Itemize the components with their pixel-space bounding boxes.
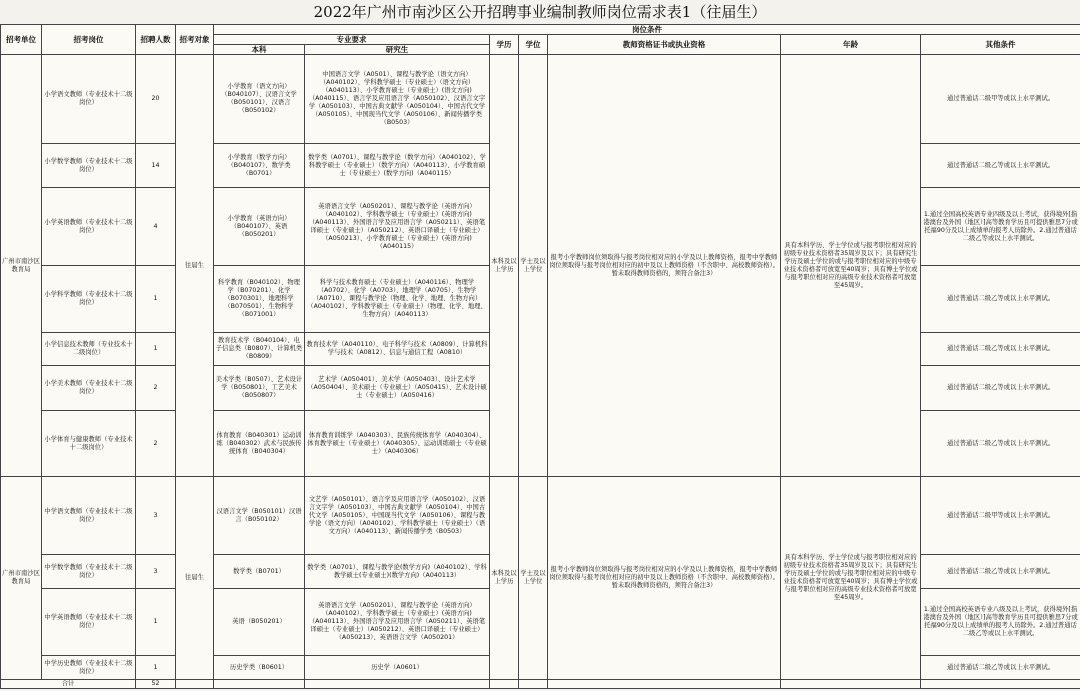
page-title: 2022年广州市南沙区公开招聘事业编制教师岗位需求表1（往届生）	[313, 3, 767, 21]
total-empty-cell	[176, 680, 214, 689]
undergrad-major-cell: 汉语言文学（B050101）汉语言（B050102）	[214, 477, 305, 555]
total-empty-cell	[519, 680, 548, 689]
undergrad-major-cell: 体育教育（B040301）运动训练（B040302）武术与民族传统体育（B040304）	[214, 411, 305, 477]
header-count: 招聘人数	[136, 25, 176, 55]
grad-major-cell: 英语语言文学（A050201）、课程与教学论（英语方向）（A040102）、学科教学硕士（专业硕士）(英语方向)（A040113）、外国语言学及应用语言学（A050211）、英语笔译硕士（专业硕士）（A050212）、英语口译硕士（专业硕士）（A050213）、英语语言文学（A050201）	[305, 589, 490, 656]
header-degree: 学位	[519, 35, 548, 55]
header-target: 招考对象	[176, 25, 214, 55]
count-cell: 4	[136, 188, 176, 266]
undergrad-major-cell: 教育技术学（B040104）、电子信息类（B0807）、计算机类（B0809）	[214, 333, 305, 366]
other-cell: 通过普通话二级乙等或以上水平测试。	[921, 333, 1080, 366]
total-empty-cell	[548, 680, 781, 689]
cert-cell: 报考小学教师岗位须取得与报考岗位相对应的小学及以上教师资格，报考中学教师岗位须取得与报考岗位相对应的初中及以上教师资格（不含职中、高校教师资格）。暂未取得教师资格的，须符合备注3）	[548, 477, 781, 680]
other-cell: 通过普通话二级乙等或以上水平测试。	[921, 555, 1080, 589]
position-cell: 小学科学教师（专业技术十二级岗位）	[42, 266, 136, 333]
total-count: 52	[136, 680, 176, 689]
grad-major-cell: 数学类（A0701）、课程与教学论（数学方向）（A040102）、学科教学硕士（专业硕士）（数学方向）（A040113）、小学教育硕士（专业硕士）(数学方向)（A040115）	[305, 144, 490, 188]
count-cell: 2	[136, 411, 176, 477]
header-cert: 教师资格证书或执业资格	[548, 35, 781, 55]
cert-cell: 报考小学教师岗位须取得与报考岗位相对应的小学及以上教师资格，报考中学教师岗位须取得与报考岗位相对应的初中及以上教师资格（不含职中、高校教师资格）。暂未取得教师资格的，须符合备注3）	[548, 55, 781, 477]
total-label: 合计	[1, 680, 136, 689]
undergrad-major-cell: 科学教育（B040102）、物理学（B070201）、化学（B070301）、地理科学（B070501）、生物科学（B071001）	[214, 266, 305, 333]
undergrad-major-cell: 历史学类（B0601）	[214, 656, 305, 680]
edu-cell: 本科及以上学历	[490, 477, 519, 680]
total-empty-cell	[781, 680, 921, 689]
total-empty-cell	[921, 680, 1080, 689]
unit-cell: 广州市南沙区教育局	[1, 477, 42, 680]
position-cell: 小学信息技术教师（专业技术十二级岗位）	[42, 333, 136, 366]
header-unit: 招考单位	[1, 25, 42, 55]
grad-major-cell: 艺术学（A050401）、美术学（A050403）、设计艺术学（A050404）、美术硕士（专业硕士）（A050415）、艺术设计硕士（专业硕士）（A050416）	[305, 366, 490, 411]
grad-major-cell: 数学类（A0701）、课程与教学论(数学方向)（A040102）、学科教学硕士(专业硕士)(数学方向)（A040113）	[305, 555, 490, 589]
other-cell: 通过普通话二级乙等或以上水平测试。	[921, 366, 1080, 411]
grad-major-cell: 英语语言文学（A050201）、课程与教学论（英语方向）（A040102）、学科教学硕士（专业硕士）(英语方向)（A040113）、外国语言学及应用语言学（A050211）、英语笔译硕士（专业硕士）（A050212）、英语口译硕士（专业硕士）（A050213）、小学教育硕士（专业硕士）(英语方向)（A040115）	[305, 188, 490, 266]
total-empty-cell	[305, 680, 490, 689]
count-cell: 1	[136, 266, 176, 333]
unit-cell: 广州市南沙区教育局	[1, 55, 42, 477]
other-cell: 通过普通话二级乙等或以上水平测试。	[921, 144, 1080, 188]
count-cell: 1	[136, 589, 176, 656]
total-empty-cell	[490, 680, 519, 689]
position-cell: 中学历史教师（专业技术十二级岗位）	[42, 656, 136, 680]
grad-major-cell: 体育教育训练学（A040303）、民族传统体育学（A040304）、体育教学硕士（专业硕士）（A040305）、运动训练硕士（专业硕士）（A040306）	[305, 411, 490, 477]
other-cell: 通过普通话二级甲等或以上水平测试。	[921, 477, 1080, 555]
position-cell: 小学数学教师（专业技术十二级岗位）	[42, 144, 136, 188]
count-cell: 20	[136, 55, 176, 144]
header-age: 年龄	[781, 35, 921, 55]
degree-cell: 学士及以上学位	[519, 55, 548, 477]
other-cell: 通过普通话二级乙等或以上水平测试。	[921, 266, 1080, 333]
count-cell: 1	[136, 656, 176, 680]
grad-major-cell: 教育技术学（A040110）、电子科学与技术（A0809）、计算机科学与技术（A0812）、信息与通信工程（A0810）	[305, 333, 490, 366]
position-cell: 中学语文教师（专业技术十二级岗位）	[42, 477, 136, 555]
edu-cell: 本科及以上学历	[490, 55, 519, 477]
count-cell: 2	[136, 366, 176, 411]
undergrad-major-cell: 小学教育（英语方向）（B040107）、英语（B050201）	[214, 188, 305, 266]
header-other: 其他条件	[921, 35, 1080, 55]
other-cell: 通过普通话二级甲等或以上水平测试。	[921, 55, 1080, 144]
age-cell: 具有本科学历、学士学位或与报考职位相对应的初级专业技术资格者35周岁及以下；具有研究生学历及硕士学位的或与报考职位相对应的中级专业技术资格者可放宽至40周岁；具有博士学位或与报考职位相对应的高级专业技术资格者可放宽至45周岁。	[781, 55, 921, 477]
count-cell: 14	[136, 144, 176, 188]
other-cell: 通过普通话二级乙等或以上水平测试。	[921, 411, 1080, 477]
position-cell: 小学英语教师（专业技术十二级岗位）	[42, 188, 136, 266]
total-empty-cell	[214, 680, 305, 689]
undergrad-major-cell: 数学类（B0701）	[214, 555, 305, 589]
undergrad-major-cell: 小学教育（语文方向）（B040107）、汉语言文学（B050101）、汉语言（B050102）	[214, 55, 305, 144]
header-grad: 研究生	[305, 45, 490, 55]
header-position: 招考岗位	[42, 25, 136, 55]
undergrad-major-cell: 小学教育（数学方向）（B040107）、数学类（B0701）	[214, 144, 305, 188]
other-cell: 1.通过全国高校英语专业八级及以上考试，获得境外[指港澳台及外国（地区）]高等教育学历且可提供雅思7分或托福90分及以上成绩单的报考人员除外。2.通过普通话二级乙等或以上水平测试。	[921, 589, 1080, 656]
other-cell: 1.通过全国高校英语专业四级及以上考试，获得境外[指港澳台及外国（地区）]高等教育学历且可提供雅思7分或托福90分及以上成绩单的报考人员除外。2.通过普通话二级乙等或以上水平测试。	[921, 188, 1080, 266]
count-cell: 1	[136, 333, 176, 366]
age-cell: 具有本科学历、学士学位或与报考职位相对应的初级专业技术资格者35周岁及以下；具有研究生学历及硕士学位的或与报考职位相对应的中级专业技术资格者可放宽至40周岁；具有博士学位或与报考职位相对应的高级专业技术资格者可放宽至45周岁。	[781, 477, 921, 680]
header-edu: 学历	[490, 35, 519, 55]
count-cell: 3	[136, 555, 176, 589]
other-cell: 通过普通话二级乙等或以上水平测试。	[921, 656, 1080, 680]
grad-major-cell: 历史学（A0601）	[305, 656, 490, 680]
header-conditions: 岗位条件	[214, 25, 1080, 35]
header-major: 专业要求	[214, 35, 490, 45]
position-cell: 小学美术教师（专业技术十二级岗位）	[42, 366, 136, 411]
undergrad-major-cell: 美术学类（B0507）、艺术设计学（B050801）、工艺美术（B050807）	[214, 366, 305, 411]
grad-major-cell: 中国语言文学（A0501）、课程与教学论（语文方向）（A040102）、学科教学硕士（专业硕士）（语文方向）（A040113）、小学教育硕士（专业硕士）(语文方向)（A040115）、语言学及应用语言学（A050102）、汉语言文字学（A050103）、中国古典文献学（A050104）、中国古代文学（A050105）、中国现当代文学（A050106）、新闻传播学类（B0503）	[305, 55, 490, 144]
position-cell: 中学数学教师（专业技术十二级岗位）	[42, 555, 136, 589]
count-cell: 3	[136, 477, 176, 555]
position-cell: 中学英语教师（专业技术十二级岗位）	[42, 589, 136, 656]
job-requirements-table	[0, 24, 1080, 689]
grad-major-cell: 科学与技术教育硕士（专业硕士）（A040116）、物理学（A0702）、化学（A0703）、地理学（A0705）、生物学（A0710）、课程与教学论（物理、化学、地理、生物方向）（A040102）、学科教学硕士（专业硕士）（物理、化学、地理、生物方向）（A040113）	[305, 266, 490, 333]
undergrad-major-cell: 英语（B050201）	[214, 589, 305, 656]
target-cell: 往届生	[176, 477, 214, 680]
target-cell: 往届生	[176, 55, 214, 477]
grad-major-cell: 文艺学（A050101）、语言学及应用语言学（A050102）、汉语言文字学（A050103）、中国古典文献学（A050104）、中国古代文学（A050105）、中国现当代文学（A050106）、课程与教学论（语文方向）（A040102）、学科教学硕士（专业硕士）（语文方向）（A040113）、新闻传播学类（B0503）	[305, 477, 490, 555]
position-cell: 小学语文教师（专业技术十二级岗位）	[42, 55, 136, 144]
header-undergrad: 本科	[214, 45, 305, 55]
degree-cell: 学士及以上学位	[519, 477, 548, 680]
position-cell: 小学体育与健康教师（专业技术十二级岗位）	[42, 411, 136, 477]
